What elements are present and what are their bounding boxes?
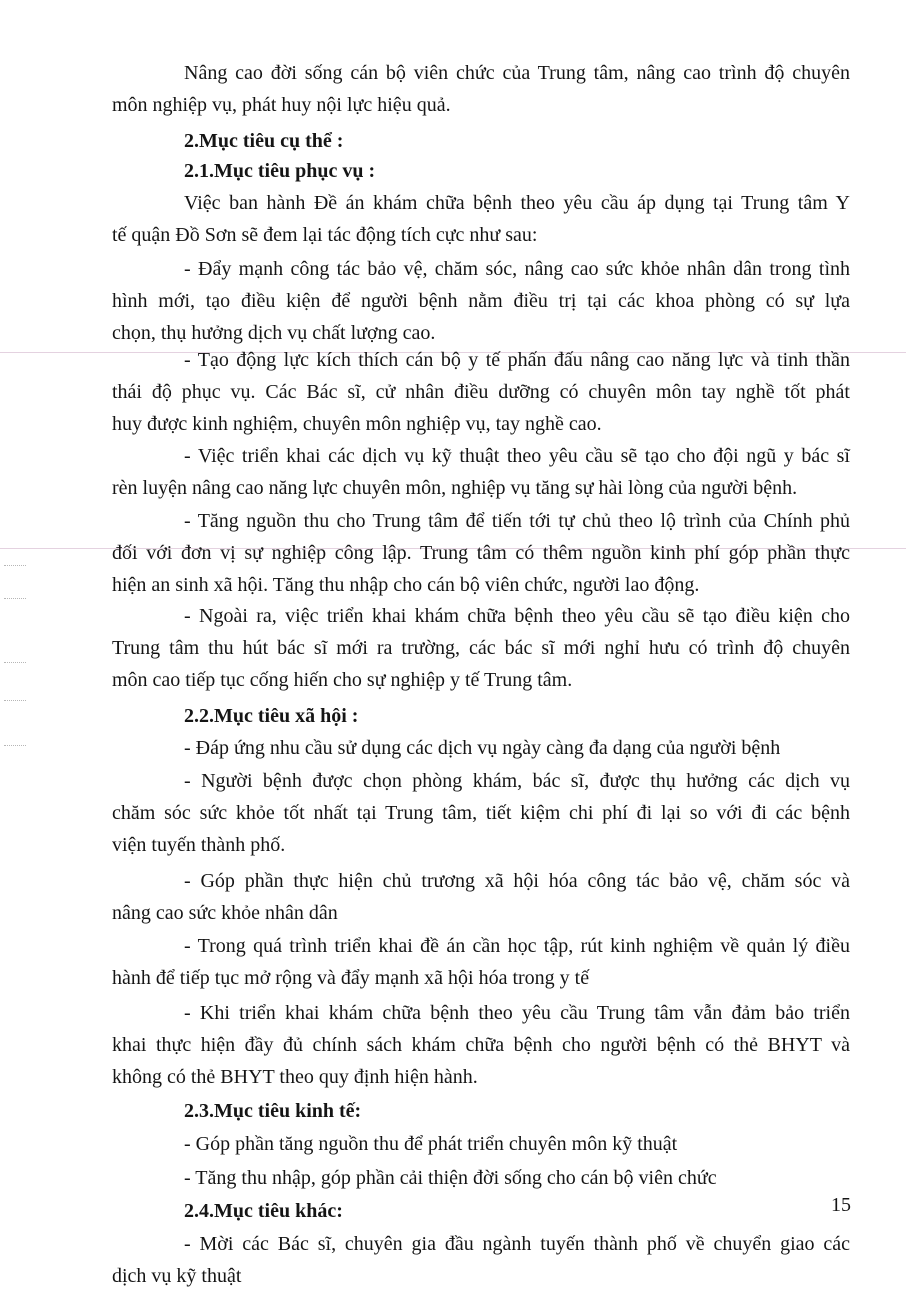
paragraph-line: thái độ phục vụ. Các Bác sĩ, cử nhân điều dưỡng có chuyên môn tay nghề tốt phát [112,381,850,403]
section-heading: 2.Mục tiêu cụ thể : [184,130,344,152]
paragraph-line: Nâng cao đời sống cán bộ viên chức của Trung tâm, nâng cao trình độ chuyên [184,62,850,84]
paragraph-line: - Góp phần thực hiện chủ trương xã hội hóa công tác bảo vệ, chăm sóc và [184,870,850,892]
scan-speck [4,565,26,568]
section-heading: 2.4.Mục tiêu khác: [184,1200,343,1222]
paragraph-line: - Khi triển khai khám chữa bệnh theo yêu cầu Trung tâm vẫn đảm bảo triển [184,1002,850,1024]
paragraph-line: chọn, thụ hưởng dịch vụ chất lượng cao. [112,322,436,344]
paragraph-line: huy được kinh nghiệm, chuyên môn nghiệp vụ, tay nghề cao. [112,413,602,435]
paragraph-line: - Ngoài ra, việc triển khai khám chữa bệnh theo yêu cầu sẽ tạo điều kiện cho [184,605,850,627]
paragraph-line: - Đáp ứng nhu cầu sử dụng các dịch vụ ngày càng đa dạng của người bệnh [184,737,781,759]
paragraph-line: đối với đơn vị sự nghiệp công lập. Trung tâm có thêm nguồn kinh phí góp phần thực [112,542,850,564]
paragraph-line: không có thẻ BHYT theo quy định hiện hành. [112,1066,478,1088]
paragraph-line: - Tạo động lực kích thích cán bộ y tế phấn đấu nâng cao năng lực và tinh thần [184,349,850,371]
scan-speck [4,700,26,703]
paragraph-line: - Việc triển khai các dịch vụ kỹ thuật theo yêu cầu sẽ tạo cho đội ngũ y bác sĩ [184,445,850,467]
paragraph-line: môn cao tiếp tục cống hiến cho sự nghiệp y tế Trung tâm. [112,669,573,691]
paragraph-line: tế quận Đồ Sơn sẽ đem lại tác động tích cực như sau: [112,224,538,246]
scan-speck [4,598,26,601]
paragraph-line: Trung tâm thu hút bác sĩ mới ra trường, các bác sĩ mới nghỉ hưu có trình độ chuyên [112,637,850,659]
paragraph-line: Việc ban hành Đề án khám chữa bệnh theo yêu cầu áp dụng tại Trung tâm Y [184,192,850,214]
paragraph-line: - Mời các Bác sĩ, chuyên gia đầu ngành tuyến thành phố về chuyển giao các [184,1233,850,1255]
section-heading: 2.1.Mục tiêu phục vụ : [184,160,376,182]
section-heading: 2.2.Mục tiêu xã hội : [184,705,359,727]
paragraph-line: khai thực hiện đầy đủ chính sách khám chữa bệnh cho người bệnh có thẻ BHYT và [112,1034,850,1056]
paragraph-line: - Tăng nguồn thu cho Trung tâm để tiến tới tự chủ theo lộ trình của Chính phủ [184,510,850,532]
paragraph-line: hiện an sinh xã hội. Tăng thu nhập cho cán bộ viên chức, người lao động. [112,574,700,596]
section-heading: 2.3.Mục tiêu kinh tế: [184,1100,362,1122]
paragraph-line: hành để tiếp tục mở rộng và đẩy mạnh xã hội hóa trong y tế [112,967,590,989]
paragraph-line: nâng cao sức khỏe nhân dân [112,902,338,924]
scan-speck [4,745,26,748]
scan-speck [4,662,26,665]
paragraph-line: - Tăng thu nhập, góp phần cải thiện đời sống cho cán bộ viên chức [184,1167,717,1189]
paragraph-line: viện tuyến thành phố. [112,834,286,856]
page-number: 15 [831,1194,851,1216]
paragraph-line: rèn luyện nâng cao năng lực chuyên môn, nghiệp vụ tăng sự hài lòng của người bệnh. [112,477,798,499]
paragraph-line: - Người bệnh được chọn phòng khám, bác sĩ, được thụ hưởng các dịch vụ [184,770,850,792]
paragraph-line: môn nghiệp vụ, phát huy nội lực hiệu quả. [112,94,451,116]
paragraph-line: - Trong quá trình triển khai đề án cần học tập, rút kinh nghiệm về quản lý điều [184,935,850,957]
paragraph-line: - Đẩy mạnh công tác bảo vệ, chăm sóc, nâng cao sức khỏe nhân dân trong tình [184,258,850,280]
paragraph-line: chăm sóc sức khỏe tốt nhất tại Trung tâm, tiết kiệm chi phí đi lại so với đi các bệnh [112,802,850,824]
paragraph-line: hình mới, tạo điều kiện để người bệnh nằm điều trị tại các khoa phòng có sự lựa [112,290,850,312]
paragraph-line: - Góp phần tăng nguồn thu để phát triển chuyên môn kỹ thuật [184,1133,678,1155]
paragraph-line: dịch vụ kỹ thuật [112,1265,242,1287]
